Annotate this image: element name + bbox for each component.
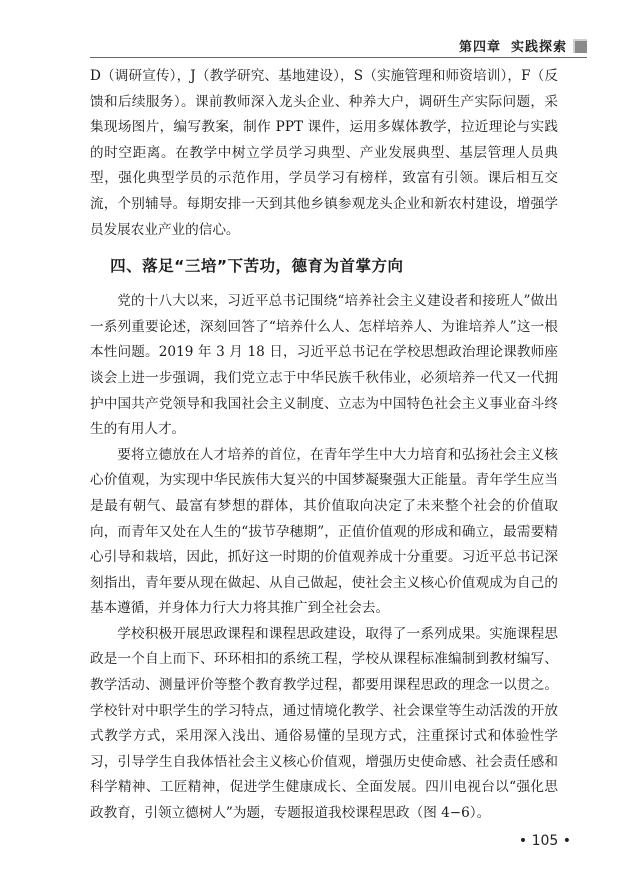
paragraph: 要将立德放在人才培养的首位，在青年学生中大力培育和弘扬社会主义核心价值观，为实现中华民族伟大复兴的中国梦凝聚强大正能量。青年学生应当是最有朝气、最富有梦想的群体，其价值取向决定了未来整个社会的价值取向，而青年又处在人生的“拔节孕穗期”，正值价值观的形成和确立，最需要精心引导和栽培，因此，抓好这一时期的价值观养成十分重要。习近平总书记深刻指出，青年要从现在做起、从自己做起，使社会主义核心价值观成为自己的基本遵循，并身体力行大力将其推广到全社会去。 bbox=[90, 446, 558, 617]
paragraph: 学校积极开展思政课程和课程思政建设，取得了一系列成果。实施课程思政是一个自上而下、环环相扣的系统工程，学校从课程标准编制到教材编写、教学活动、测量评价等整个教育教学过程，都要用课程思政的理念一以贯之。学校针对中职学生的学习特点，通过情境化教学、社会课堂等生动活泼的开放式教学方式，采用深入浅出、通俗易懂的呈现方式，注重探讨式和体验性学习，引导学生自我体悟社会主义核心价值观，增强历史使命感、社会责任感和科学精神、工匠精神，促进学生健康成长、全面发展。四川电视台以“强化思政教育，引领立德树人”为题，专题报道我校课程思政（图 4−6）。 bbox=[90, 625, 558, 822]
chapter-label: 第四章 bbox=[458, 40, 501, 55]
paragraph-continued: D（调研宣传），J（教学研究、基地建设），S（实施管理和师资培训），F（反馈和后续服务）。课前教师深入龙头企业、种养大户，调研生产实际问题，采集现场图片，编写教案，制作 PPT 课件，运用多媒体教学，拉近理论与实践的时空距离。在教学中树立学员学习典型、产业发展典型、基层管理人员典型，强化典型学员的示范作用，学员学习有榜样，致富有引领。课后相互交流，个别辅导。每期安排一天到其他乡镇参观龙头企业和新农村建设，增强学员发展农业产业的信心。 bbox=[90, 68, 558, 238]
header-corner-mark bbox=[573, 39, 587, 53]
page-body bbox=[90, 64, 558, 827]
chapter-title: 实践探索 bbox=[510, 40, 567, 55]
header-rule bbox=[90, 57, 587, 58]
running-header bbox=[459, 36, 587, 55]
paragraph: 党的十八大以来，习近平总书记围绕“培养社会主义建设者和接班人”做出一系列重要论述，深刻回答了“培养什么人、怎样培养人、为谁培养人”这一根本性问题。2019 年 3 月 18 日，习近平总书记在学校思想政治理论课教师座谈会上进一步强调，我们党立志于中华民族千秋伟业，必须培养一代又一代拥护中国共产党领导和我国社会主义制度、立志为中国特色社会主义事业奋斗终生的有用人才。 bbox=[90, 293, 558, 438]
section-heading: 四、落足“三培”下苦功，德育为首掌方向 bbox=[110, 257, 404, 276]
page-number: • 105 • bbox=[518, 833, 571, 849]
